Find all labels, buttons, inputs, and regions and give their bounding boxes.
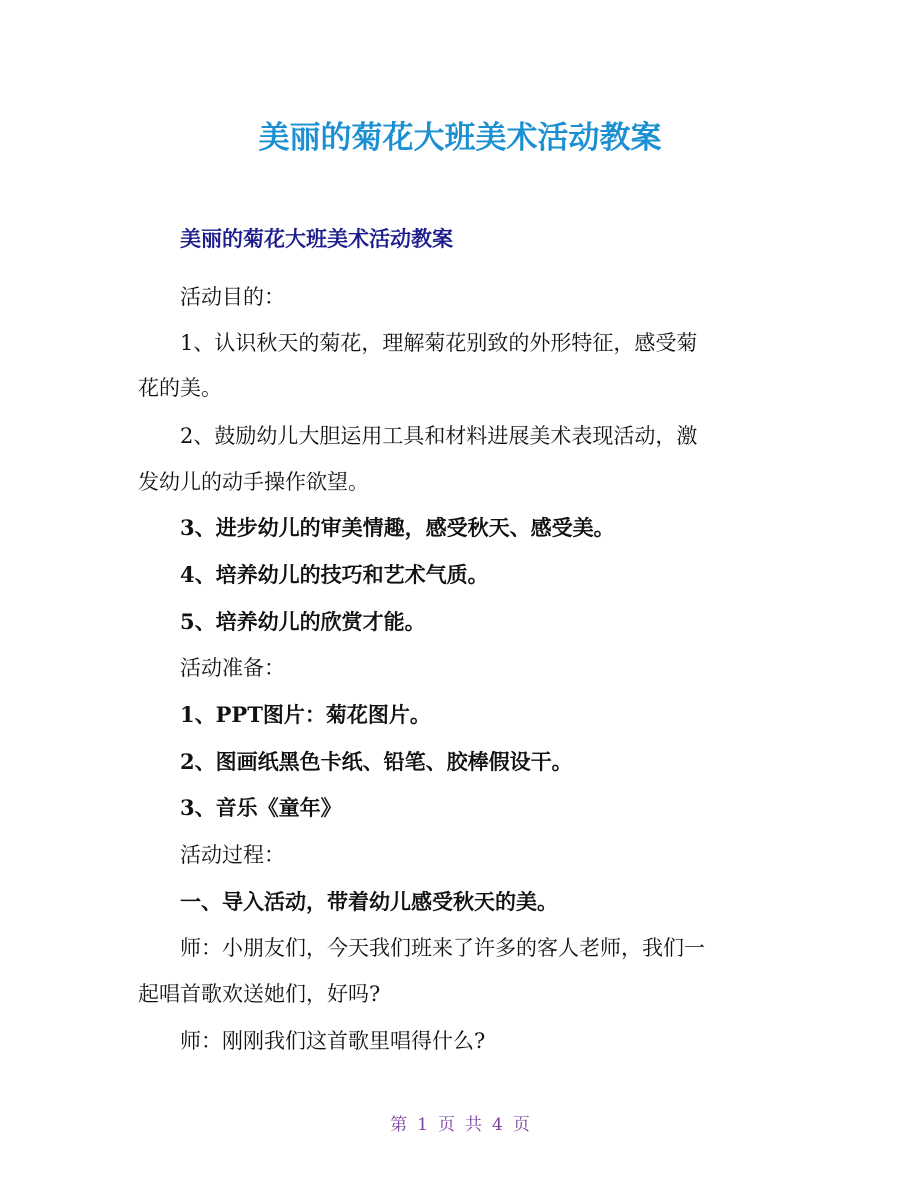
- preparation-3: 3、音乐《童年》: [180, 795, 342, 820]
- objective-2-line-1: 2、鼓励幼儿大胆运用工具和材料进展美术表现活动，激: [180, 424, 698, 448]
- objective-5: 5、培养幼儿的欣赏才能。: [180, 609, 426, 634]
- footer-page-label: 第: [390, 1115, 408, 1135]
- section-heading-objectives: 活动目的：: [180, 285, 285, 309]
- teacher-line-1-part-2: 起唱首歌欢送她们，好吗?: [138, 982, 381, 1006]
- footer-page-current: 1: [417, 1115, 428, 1135]
- teacher-line-1-part-1: 师：小朋友们，今天我们班来了许多的客人老师，我们一: [180, 936, 705, 960]
- section-heading-preparation: 活动准备：: [180, 656, 285, 680]
- document-title: 美丽的菊花大班美术活动教案: [258, 120, 662, 156]
- objective-4: 4、培养幼儿的技巧和艺术气质。: [180, 562, 489, 587]
- objective-1-line-1: 1、认识秋天的菊花，理解菊花别致的外形特征，感受菊: [180, 331, 698, 355]
- footer-page-end: 页: [512, 1115, 530, 1135]
- preparation-2: 2、图画纸黑色卡纸、铅笔、胶棒假设干。: [180, 749, 573, 774]
- footer-total-label: 共: [465, 1115, 482, 1135]
- section-heading-process: 活动过程：: [180, 843, 285, 867]
- objective-3: 3、进步幼儿的审美情趣，感受秋天、感受美。: [180, 515, 615, 540]
- footer-page-total: 4: [492, 1115, 503, 1135]
- objective-1-line-2: 花的美。: [138, 376, 222, 400]
- teacher-line-2: 师：刚刚我们这首歌里唱得什么?: [180, 1029, 486, 1053]
- document-subtitle: 美丽的菊花大班美术活动教案: [180, 227, 453, 251]
- objective-2-line-2: 发幼儿的动手操作欲望。: [138, 470, 369, 494]
- page-footer: [0, 1112, 920, 1138]
- process-step-1-heading: 一、导入活动，带着幼儿感受秋天的美。: [180, 889, 558, 914]
- preparation-1: 1、PPT图片：菊花图片。: [180, 702, 431, 727]
- footer-page-mid: 页: [438, 1115, 455, 1135]
